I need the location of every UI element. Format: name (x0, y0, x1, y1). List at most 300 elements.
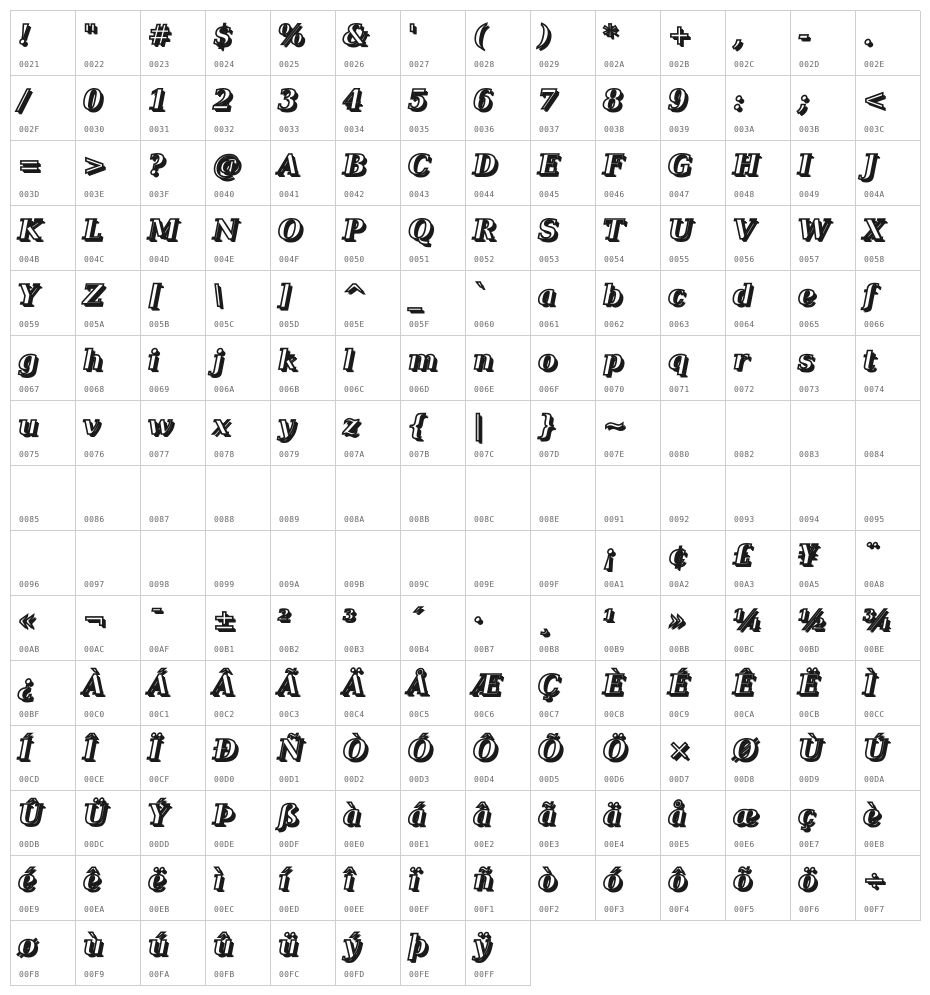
glyph-codepoint-label: 0055 (669, 255, 690, 264)
glyph-sample: Ì (863, 670, 876, 701)
glyph-codepoint-label: 00F1 (474, 905, 495, 914)
glyph-cell (11, 531, 76, 596)
glyph-cell (661, 336, 726, 401)
glyph-cell (76, 206, 141, 271)
glyph-cell (76, 11, 141, 76)
glyph-sample: ³ (343, 605, 355, 636)
glyph-cell (206, 921, 271, 986)
glyph-codepoint-label: 0031 (149, 125, 170, 134)
glyph-sample: @ (213, 150, 240, 181)
glyph-cell (531, 401, 596, 466)
glyph-cell (661, 791, 726, 856)
glyph-codepoint-label: 0028 (474, 60, 495, 69)
glyph-cell (856, 11, 921, 76)
glyph-cell (271, 141, 336, 206)
glyph-codepoint-label: 0052 (474, 255, 495, 264)
glyph-cell (271, 76, 336, 141)
glyph-sample: < (863, 85, 886, 116)
glyph-sample: Ú (863, 735, 887, 766)
glyph-codepoint-label: 0059 (19, 320, 40, 329)
glyph-codepoint-label: 0069 (149, 385, 170, 394)
glyph-cell (76, 531, 141, 596)
glyph-codepoint-label: 00D9 (799, 775, 820, 784)
glyph-cell (856, 271, 921, 336)
glyph-sample: S (538, 215, 558, 246)
glyph-sample: " (83, 20, 98, 51)
glyph-sample: ¢ (668, 540, 687, 571)
glyph-codepoint-label: 00F9 (84, 970, 105, 979)
glyph-cell (596, 596, 661, 661)
glyph-codepoint-label: 00DF (279, 840, 300, 849)
glyph-cell (791, 401, 856, 466)
glyph-codepoint-label: 0060 (474, 320, 495, 329)
glyph-sample: T (603, 215, 624, 246)
glyph-cell (791, 336, 856, 401)
glyph-codepoint-label: 0076 (84, 450, 105, 459)
glyph-cell (401, 921, 466, 986)
glyph-sample: Ý (148, 800, 168, 831)
glyph-codepoint-label: 0065 (799, 320, 820, 329)
glyph-codepoint-label: 002F (19, 125, 40, 134)
glyph-cell (466, 271, 531, 336)
glyph-sample: á (408, 800, 426, 831)
glyph-cell (531, 791, 596, 856)
glyph-cell (466, 531, 531, 596)
glyph-cell (336, 596, 401, 661)
glyph-sample: \ (213, 280, 223, 311)
glyph-codepoint-label: 00DB (19, 840, 40, 849)
glyph-sample: Ø (733, 735, 757, 766)
glyph-sample: r (733, 345, 748, 376)
glyph-codepoint-label: 00DD (149, 840, 170, 849)
glyph-codepoint-label: 0092 (669, 515, 690, 524)
glyph-cell (76, 401, 141, 466)
glyph-codepoint-label: 00EB (149, 905, 170, 914)
glyph-cell (11, 791, 76, 856)
glyph-cell (336, 856, 401, 921)
glyph-codepoint-label: 0042 (344, 190, 365, 199)
glyph-codepoint-label: 00F6 (799, 905, 820, 914)
glyph-codepoint-label: 00B3 (344, 645, 365, 654)
glyph-codepoint-label: 0023 (149, 60, 170, 69)
glyph-codepoint-label: 00CA (734, 710, 755, 719)
glyph-cell (206, 401, 271, 466)
glyph-codepoint-label: 00AF (149, 645, 170, 654)
glyph-sample: Î (83, 735, 96, 766)
glyph-cell (141, 791, 206, 856)
glyph-sample: ´ (408, 605, 422, 636)
glyph-cell (791, 206, 856, 271)
glyph-codepoint-label: 0058 (864, 255, 885, 264)
glyph-sample: 0 (83, 85, 102, 116)
glyph-cell (531, 11, 596, 76)
glyph-sample: . (863, 20, 873, 51)
glyph-cell (596, 791, 661, 856)
glyph-grid (10, 10, 920, 986)
glyph-cell (726, 76, 791, 141)
glyph-codepoint-label: 008C (474, 515, 495, 524)
glyph-codepoint-label: 00CE (84, 775, 105, 784)
glyph-codepoint-label: 00E4 (604, 840, 625, 849)
glyph-cell (206, 206, 271, 271)
glyph-codepoint-label: 0044 (474, 190, 495, 199)
glyph-cell (206, 466, 271, 531)
glyph-cell (336, 401, 401, 466)
glyph-codepoint-label: 00FD (344, 970, 365, 979)
glyph-codepoint-label: 00E3 (539, 840, 560, 849)
glyph-cell (271, 11, 336, 76)
glyph-sample: û (213, 930, 233, 961)
glyph-cell (271, 856, 336, 921)
glyph-codepoint-label: 00C7 (539, 710, 560, 719)
glyph-sample: Å (408, 670, 429, 701)
glyph-cell (531, 726, 596, 791)
glyph-sample: ~ (603, 410, 626, 441)
glyph-cell (336, 11, 401, 76)
glyph-sample: ï (408, 865, 419, 896)
glyph-cell (271, 596, 336, 661)
glyph-cell (76, 336, 141, 401)
glyph-codepoint-label: 006B (279, 385, 300, 394)
glyph-cell (11, 466, 76, 531)
glyph-sample: ¸ (538, 605, 552, 636)
glyph-cell (141, 11, 206, 76)
glyph-sample: À (83, 670, 104, 701)
glyph-sample: A (278, 150, 299, 181)
glyph-codepoint-label: 006C (344, 385, 365, 394)
glyph-cell (76, 921, 141, 986)
glyph-cell (76, 271, 141, 336)
glyph-cell (141, 336, 206, 401)
glyph-codepoint-label: 0074 (864, 385, 885, 394)
glyph-codepoint-label: 00F2 (539, 905, 560, 914)
glyph-sample: , (733, 20, 743, 51)
glyph-cell (11, 921, 76, 986)
glyph-cell (11, 271, 76, 336)
glyph-codepoint-label: 0080 (669, 450, 690, 459)
glyph-sample: l (343, 345, 354, 376)
glyph-sample: Ô (473, 735, 497, 766)
glyph-sample: ! (18, 20, 30, 51)
glyph-codepoint-label: 00D7 (669, 775, 690, 784)
glyph-sample: î (343, 865, 354, 896)
glyph-cell (791, 271, 856, 336)
glyph-sample: N (213, 215, 238, 246)
glyph-sample: _ (408, 280, 422, 311)
glyph-codepoint-label: 00B9 (604, 645, 625, 654)
glyph-codepoint-label: 0026 (344, 60, 365, 69)
glyph-codepoint-label: 00FE (409, 970, 430, 979)
glyph-cell (531, 336, 596, 401)
glyph-cell (856, 531, 921, 596)
glyph-sample: ( (473, 20, 486, 51)
glyph-sample: ø (18, 930, 37, 961)
glyph-cell (596, 11, 661, 76)
glyph-codepoint-label: 0066 (864, 320, 885, 329)
glyph-sample: > (83, 150, 106, 181)
glyph-sample: £ (733, 540, 752, 571)
glyph-codepoint-label: 004F (279, 255, 300, 264)
glyph-sample: ù (83, 930, 103, 961)
glyph-cell (76, 856, 141, 921)
glyph-cell (466, 206, 531, 271)
glyph-sample: ; (798, 85, 808, 116)
glyph-cell (11, 336, 76, 401)
glyph-codepoint-label: 0029 (539, 60, 560, 69)
glyph-cell (791, 11, 856, 76)
glyph-cell (141, 921, 206, 986)
glyph-cell (726, 206, 791, 271)
glyph-codepoint-label: 0077 (149, 450, 170, 459)
glyph-sample: a (538, 280, 556, 311)
glyph-codepoint-label: 0085 (19, 515, 40, 524)
glyph-sample: ¡ (603, 540, 615, 571)
glyph-cell (726, 271, 791, 336)
glyph-cell (466, 856, 531, 921)
glyph-sample: 3 (278, 85, 297, 116)
glyph-sample: % (278, 20, 304, 51)
glyph-sample: Û (18, 800, 42, 831)
glyph-cell (271, 271, 336, 336)
glyph-codepoint-label: 0041 (279, 190, 300, 199)
glyph-cell (271, 531, 336, 596)
glyph-cell (271, 466, 336, 531)
glyph-sample: Ñ (278, 735, 303, 766)
glyph-sample: E (538, 150, 559, 181)
glyph-cell (271, 661, 336, 726)
glyph-cell (531, 466, 596, 531)
glyph-codepoint-label: 0045 (539, 190, 560, 199)
glyph-codepoint-label: 0033 (279, 125, 300, 134)
glyph-codepoint-label: 00A8 (864, 580, 885, 589)
glyph-codepoint-label: 0046 (604, 190, 625, 199)
glyph-sample: K (18, 215, 42, 246)
glyph-cell (141, 141, 206, 206)
glyph-cell (401, 336, 466, 401)
glyph-cell (596, 206, 661, 271)
glyph-sample: ¨ (863, 540, 877, 571)
glyph-cell (336, 791, 401, 856)
glyph-codepoint-label: 007B (409, 450, 430, 459)
glyph-sample: Ù (798, 735, 822, 766)
glyph-codepoint-label: 0078 (214, 450, 235, 459)
glyph-cell (596, 466, 661, 531)
glyph-codepoint-label: 004D (149, 255, 170, 264)
glyph-sample: ? (148, 150, 164, 181)
glyph-cell (76, 661, 141, 726)
glyph-cell (466, 401, 531, 466)
glyph-codepoint-label: 009C (409, 580, 430, 589)
glyph-codepoint-label: 007D (539, 450, 560, 459)
glyph-codepoint-label: 0030 (84, 125, 105, 134)
glyph-cell (141, 531, 206, 596)
glyph-cell (856, 596, 921, 661)
glyph-sample: B (343, 150, 366, 181)
glyph-sample: Ò (343, 735, 367, 766)
glyph-sample: G (668, 150, 692, 181)
glyph-codepoint-label: 0084 (864, 450, 885, 459)
glyph-codepoint-label: 007E (604, 450, 625, 459)
glyph-cell (726, 661, 791, 726)
glyph-sample: â (473, 800, 491, 831)
glyph-cell (11, 661, 76, 726)
glyph-sample: Z (83, 280, 103, 311)
glyph-cell (856, 141, 921, 206)
glyph-sample: ± (213, 605, 236, 636)
glyph-sample: « (18, 605, 35, 636)
glyph-sample: w (148, 410, 172, 441)
glyph-cell (401, 856, 466, 921)
glyph-codepoint-label: 002C (734, 60, 755, 69)
glyph-sample: ÿ (473, 930, 489, 961)
glyph-sample: ² (278, 605, 290, 636)
glyph-codepoint-label: 00DC (84, 840, 105, 849)
glyph-sample: q (668, 345, 687, 376)
glyph-cell (401, 531, 466, 596)
glyph-cell (206, 336, 271, 401)
glyph-sample: ß (278, 800, 299, 831)
glyph-sample: ô (668, 865, 687, 896)
glyph-codepoint-label: 0021 (19, 60, 40, 69)
glyph-codepoint-label: 0094 (799, 515, 820, 524)
glyph-sample: & (343, 20, 368, 51)
glyph-cell (791, 856, 856, 921)
glyph-codepoint-label: 00A1 (604, 580, 625, 589)
glyph-cell (141, 661, 206, 726)
glyph-cell (531, 271, 596, 336)
glyph-cell (76, 466, 141, 531)
glyph-cell (141, 76, 206, 141)
glyph-sample: s (798, 345, 814, 376)
glyph-codepoint-label: 0022 (84, 60, 105, 69)
glyph-codepoint-label: 00C5 (409, 710, 430, 719)
glyph-sample: p (603, 345, 622, 376)
glyph-cell (336, 206, 401, 271)
glyph-sample: M (148, 215, 178, 246)
glyph-sample: ¾ (863, 605, 892, 636)
glyph-sample: þ (408, 930, 427, 961)
glyph-cell (271, 401, 336, 466)
glyph-sample: v (83, 410, 99, 441)
glyph-cell (11, 856, 76, 921)
glyph-sample: ¿ (18, 670, 34, 701)
glyph-cell (466, 466, 531, 531)
glyph-sample: Þ (213, 800, 234, 831)
glyph-sample: i (148, 345, 159, 376)
glyph-codepoint-label: 0075 (19, 450, 40, 459)
glyph-cell (466, 661, 531, 726)
glyph-cell (531, 661, 596, 726)
glyph-sample: # (148, 20, 171, 51)
glyph-cell (856, 401, 921, 466)
glyph-sample: o (538, 345, 557, 376)
glyph-codepoint-label: 0083 (799, 450, 820, 459)
glyph-sample: C (408, 150, 430, 181)
glyph-cell (11, 206, 76, 271)
glyph-cell (336, 661, 401, 726)
glyph-sample: 4 (343, 85, 362, 116)
glyph-cell (856, 336, 921, 401)
glyph-cell (466, 336, 531, 401)
glyph-cell (466, 791, 531, 856)
glyph-sample: È (603, 670, 624, 701)
glyph-codepoint-label: 00F4 (669, 905, 690, 914)
glyph-codepoint-label: 00D4 (474, 775, 495, 784)
glyph-sample: 8 (603, 85, 622, 116)
glyph-cell (206, 11, 271, 76)
glyph-codepoint-label: 0088 (214, 515, 235, 524)
glyph-codepoint-label: 00BC (734, 645, 755, 654)
glyph-sample: { (408, 410, 426, 441)
glyph-cell (206, 596, 271, 661)
glyph-codepoint-label: 0057 (799, 255, 820, 264)
glyph-cell (466, 596, 531, 661)
glyph-cell (206, 271, 271, 336)
glyph-sample: ^ (343, 280, 366, 311)
glyph-sample: 7 (538, 85, 557, 116)
glyph-codepoint-label: 00B4 (409, 645, 430, 654)
glyph-codepoint-label: 00BD (799, 645, 820, 654)
glyph-cell (206, 76, 271, 141)
glyph-sample: × (668, 735, 691, 766)
glyph-cell (661, 856, 726, 921)
glyph-codepoint-label: 004E (214, 255, 235, 264)
glyph-cell (596, 141, 661, 206)
glyph-cell (726, 336, 791, 401)
glyph-codepoint-label: 00B1 (214, 645, 235, 654)
glyph-cell (661, 11, 726, 76)
glyph-sample: Ç (538, 670, 560, 701)
glyph-cell (791, 661, 856, 726)
glyph-sample: J (863, 150, 876, 181)
glyph-codepoint-label: 004A (864, 190, 885, 199)
glyph-cell (271, 206, 336, 271)
glyph-codepoint-label: 00F5 (734, 905, 755, 914)
glyph-sample: U (668, 215, 692, 246)
glyph-codepoint-label: 0043 (409, 190, 430, 199)
glyph-sample: H (733, 150, 759, 181)
glyph-codepoint-label: 0037 (539, 125, 560, 134)
glyph-cell (141, 596, 206, 661)
glyph-codepoint-label: 00EC (214, 905, 235, 914)
glyph-codepoint-label: 0095 (864, 515, 885, 524)
glyph-codepoint-label: 0034 (344, 125, 365, 134)
glyph-codepoint-label: 00CC (864, 710, 885, 719)
glyph-cell (791, 141, 856, 206)
glyph-codepoint-label: 0054 (604, 255, 625, 264)
glyph-sample: 5 (408, 85, 427, 116)
glyph-sample: ñ (473, 865, 493, 896)
glyph-cell (856, 76, 921, 141)
glyph-sample: ` (473, 280, 487, 311)
glyph-codepoint-label: 004B (19, 255, 40, 264)
glyph-cell (206, 856, 271, 921)
glyph-cell (466, 11, 531, 76)
glyph-codepoint-label: 00EA (84, 905, 105, 914)
glyph-codepoint-label: 003D (19, 190, 40, 199)
glyph-sample: è (863, 800, 881, 831)
glyph-codepoint-label: 0068 (84, 385, 105, 394)
glyph-cell (726, 141, 791, 206)
glyph-cell (206, 661, 271, 726)
glyph-cell (206, 141, 271, 206)
glyph-sample: h (83, 345, 103, 376)
glyph-sample: d (733, 280, 752, 311)
glyph-cell (206, 726, 271, 791)
glyph-sample: í (278, 865, 289, 896)
glyph-codepoint-label: 00C3 (279, 710, 300, 719)
glyph-sample: - (798, 20, 810, 51)
